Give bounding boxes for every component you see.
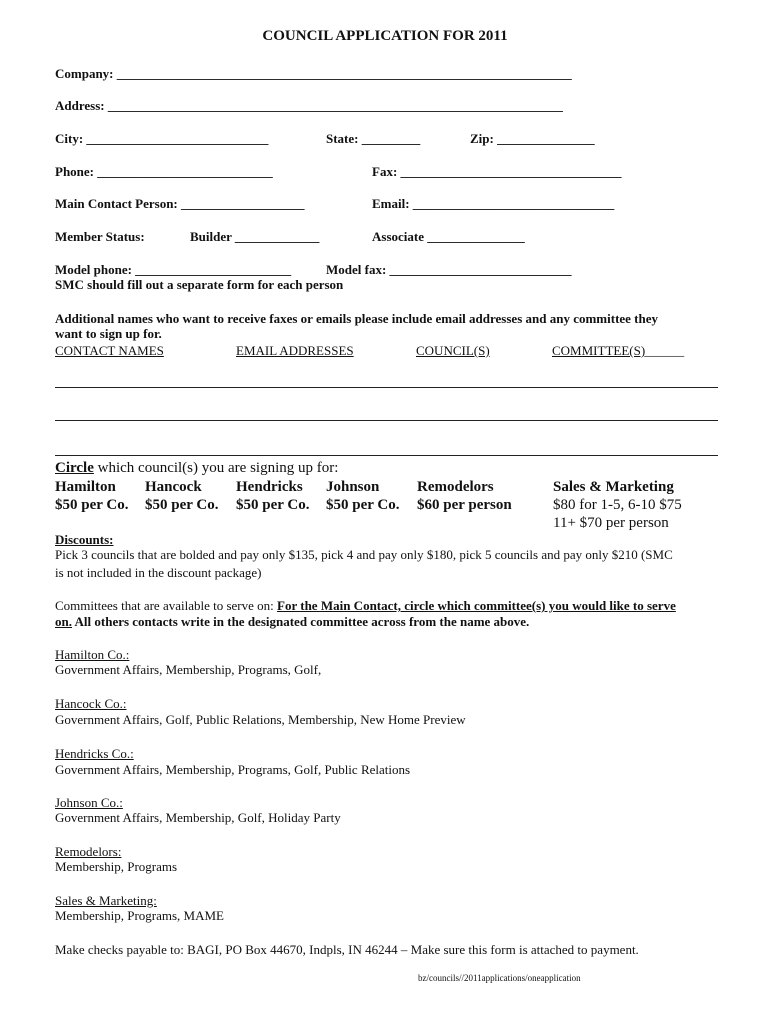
payment-instructions: Make checks payable to: BAGI, PO Box 44670, Indpls, IN 46244 – Make sure this form is attached to payment. <box>55 942 639 957</box>
council-name-hendricks[interactable]: Hendricks <box>236 479 303 495</box>
address-field[interactable]: Address: ______________________________________________________________________ <box>55 98 563 113</box>
page-title: COUNCIL APPLICATION FOR 2011 <box>262 28 508 44</box>
committee-group-name: Sales & Marketing: <box>55 893 157 908</box>
blank-entry-line[interactable] <box>55 455 718 456</box>
member-status-label: Member Status: <box>55 229 145 244</box>
council-price-hamilton: $50 per Co. <box>55 497 129 513</box>
council-price-hendricks: $50 per Co. <box>236 497 310 513</box>
committee-group-name: Hendricks Co.: <box>55 746 134 761</box>
email-field[interactable]: Email: _______________________________ <box>372 196 615 211</box>
discounts-heading: Discounts: <box>55 532 114 547</box>
committee-group-items: Government Affairs, Membership, Golf, Holiday Party <box>55 810 341 825</box>
main-contact-field[interactable]: Main Contact Person: ___________________ <box>55 196 305 211</box>
blank-entry-line[interactable] <box>55 387 718 388</box>
committee-group-name: Hamilton Co.: <box>55 647 130 662</box>
footer-path: bz/councils//2011applications/oneapplication <box>418 973 581 983</box>
council-name-remodelors[interactable]: Remodelors <box>417 479 494 495</box>
committees-intro: Committees that are available to serve on: For the Main Contact, circle which committee(s) you would like to serve <box>55 598 676 613</box>
circle-instruction: Circle which council(s) you are signing up for: <box>55 460 339 476</box>
committee-group-items: Membership, Programs <box>55 859 178 874</box>
column-email-addresses: EMAIL ADDRESSES <box>236 343 354 358</box>
committees-instructions: on. All others contacts write in the designated committee across from the name above. <box>55 614 530 629</box>
associate-field[interactable]: Associate _______________ <box>372 229 525 244</box>
council-price-sales-marketing-1: $80 for 1-5, 6-10 $75 <box>553 497 682 513</box>
additional-names-line1: Additional names who want to receive faxes or emails please include email addresses and any committee they <box>55 311 659 326</box>
committee-group-name: Remodelors: <box>55 844 122 859</box>
blank-entry-line[interactable] <box>55 420 718 421</box>
city-field[interactable]: City: ____________________________ <box>55 131 269 146</box>
committee-group-name: Hancock Co.: <box>55 696 127 711</box>
phone-field[interactable]: Phone: ___________________________ <box>55 164 273 179</box>
zip-field[interactable]: Zip: _______________ <box>470 131 595 146</box>
council-name-sales-marketing[interactable]: Sales & Marketing <box>553 479 674 495</box>
smc-note: SMC should fill out a separate form for each person <box>55 277 344 292</box>
committee-group-items: Membership, Programs, MAME <box>55 908 224 923</box>
council-price-johnson: $50 per Co. <box>326 497 400 513</box>
council-name-johnson[interactable]: Johnson <box>326 479 380 495</box>
discounts-line1: Pick 3 councils that are bolded and pay only $135, pick 4 and pay only $180, pick 5 councils and pay only $210 (SMC <box>55 547 673 562</box>
committee-group-name: Johnson Co.: <box>55 795 123 810</box>
column-contact-names: CONTACT NAMES <box>55 343 164 358</box>
builder-field[interactable]: Builder _____________ <box>190 229 320 244</box>
column-committees: COMMITTEE(S)______ <box>552 343 685 358</box>
council-price-remodelors: $60 per person <box>417 497 512 513</box>
committee-group-items: Government Affairs, Membership, Programs, Golf, <box>55 662 322 677</box>
state-field[interactable]: State: _________ <box>326 131 421 146</box>
committee-group-items: Government Affairs, Golf, Public Relations, Membership, New Home Preview <box>55 712 466 727</box>
column-councils: COUNCIL(S) <box>416 343 490 358</box>
additional-names-line2: want to sign up for. <box>55 326 162 341</box>
fax-field[interactable]: Fax: __________________________________ <box>372 164 622 179</box>
council-price-sales-marketing-2: 11+ $70 per person <box>553 515 669 531</box>
committee-group-items: Government Affairs, Membership, Programs, Golf, Public Relations <box>55 762 411 777</box>
company-field[interactable]: Company: ______________________________________________________________________ <box>55 66 572 81</box>
model-phone-field[interactable]: Model phone: ________________________ <box>55 262 292 277</box>
council-price-hancock: $50 per Co. <box>145 497 219 513</box>
council-name-hancock[interactable]: Hancock <box>145 479 202 495</box>
discounts-line2: is not included in the discount package) <box>55 565 262 580</box>
model-fax-field[interactable]: Model fax: ____________________________ <box>326 262 572 277</box>
council-name-hamilton[interactable]: Hamilton <box>55 479 116 495</box>
